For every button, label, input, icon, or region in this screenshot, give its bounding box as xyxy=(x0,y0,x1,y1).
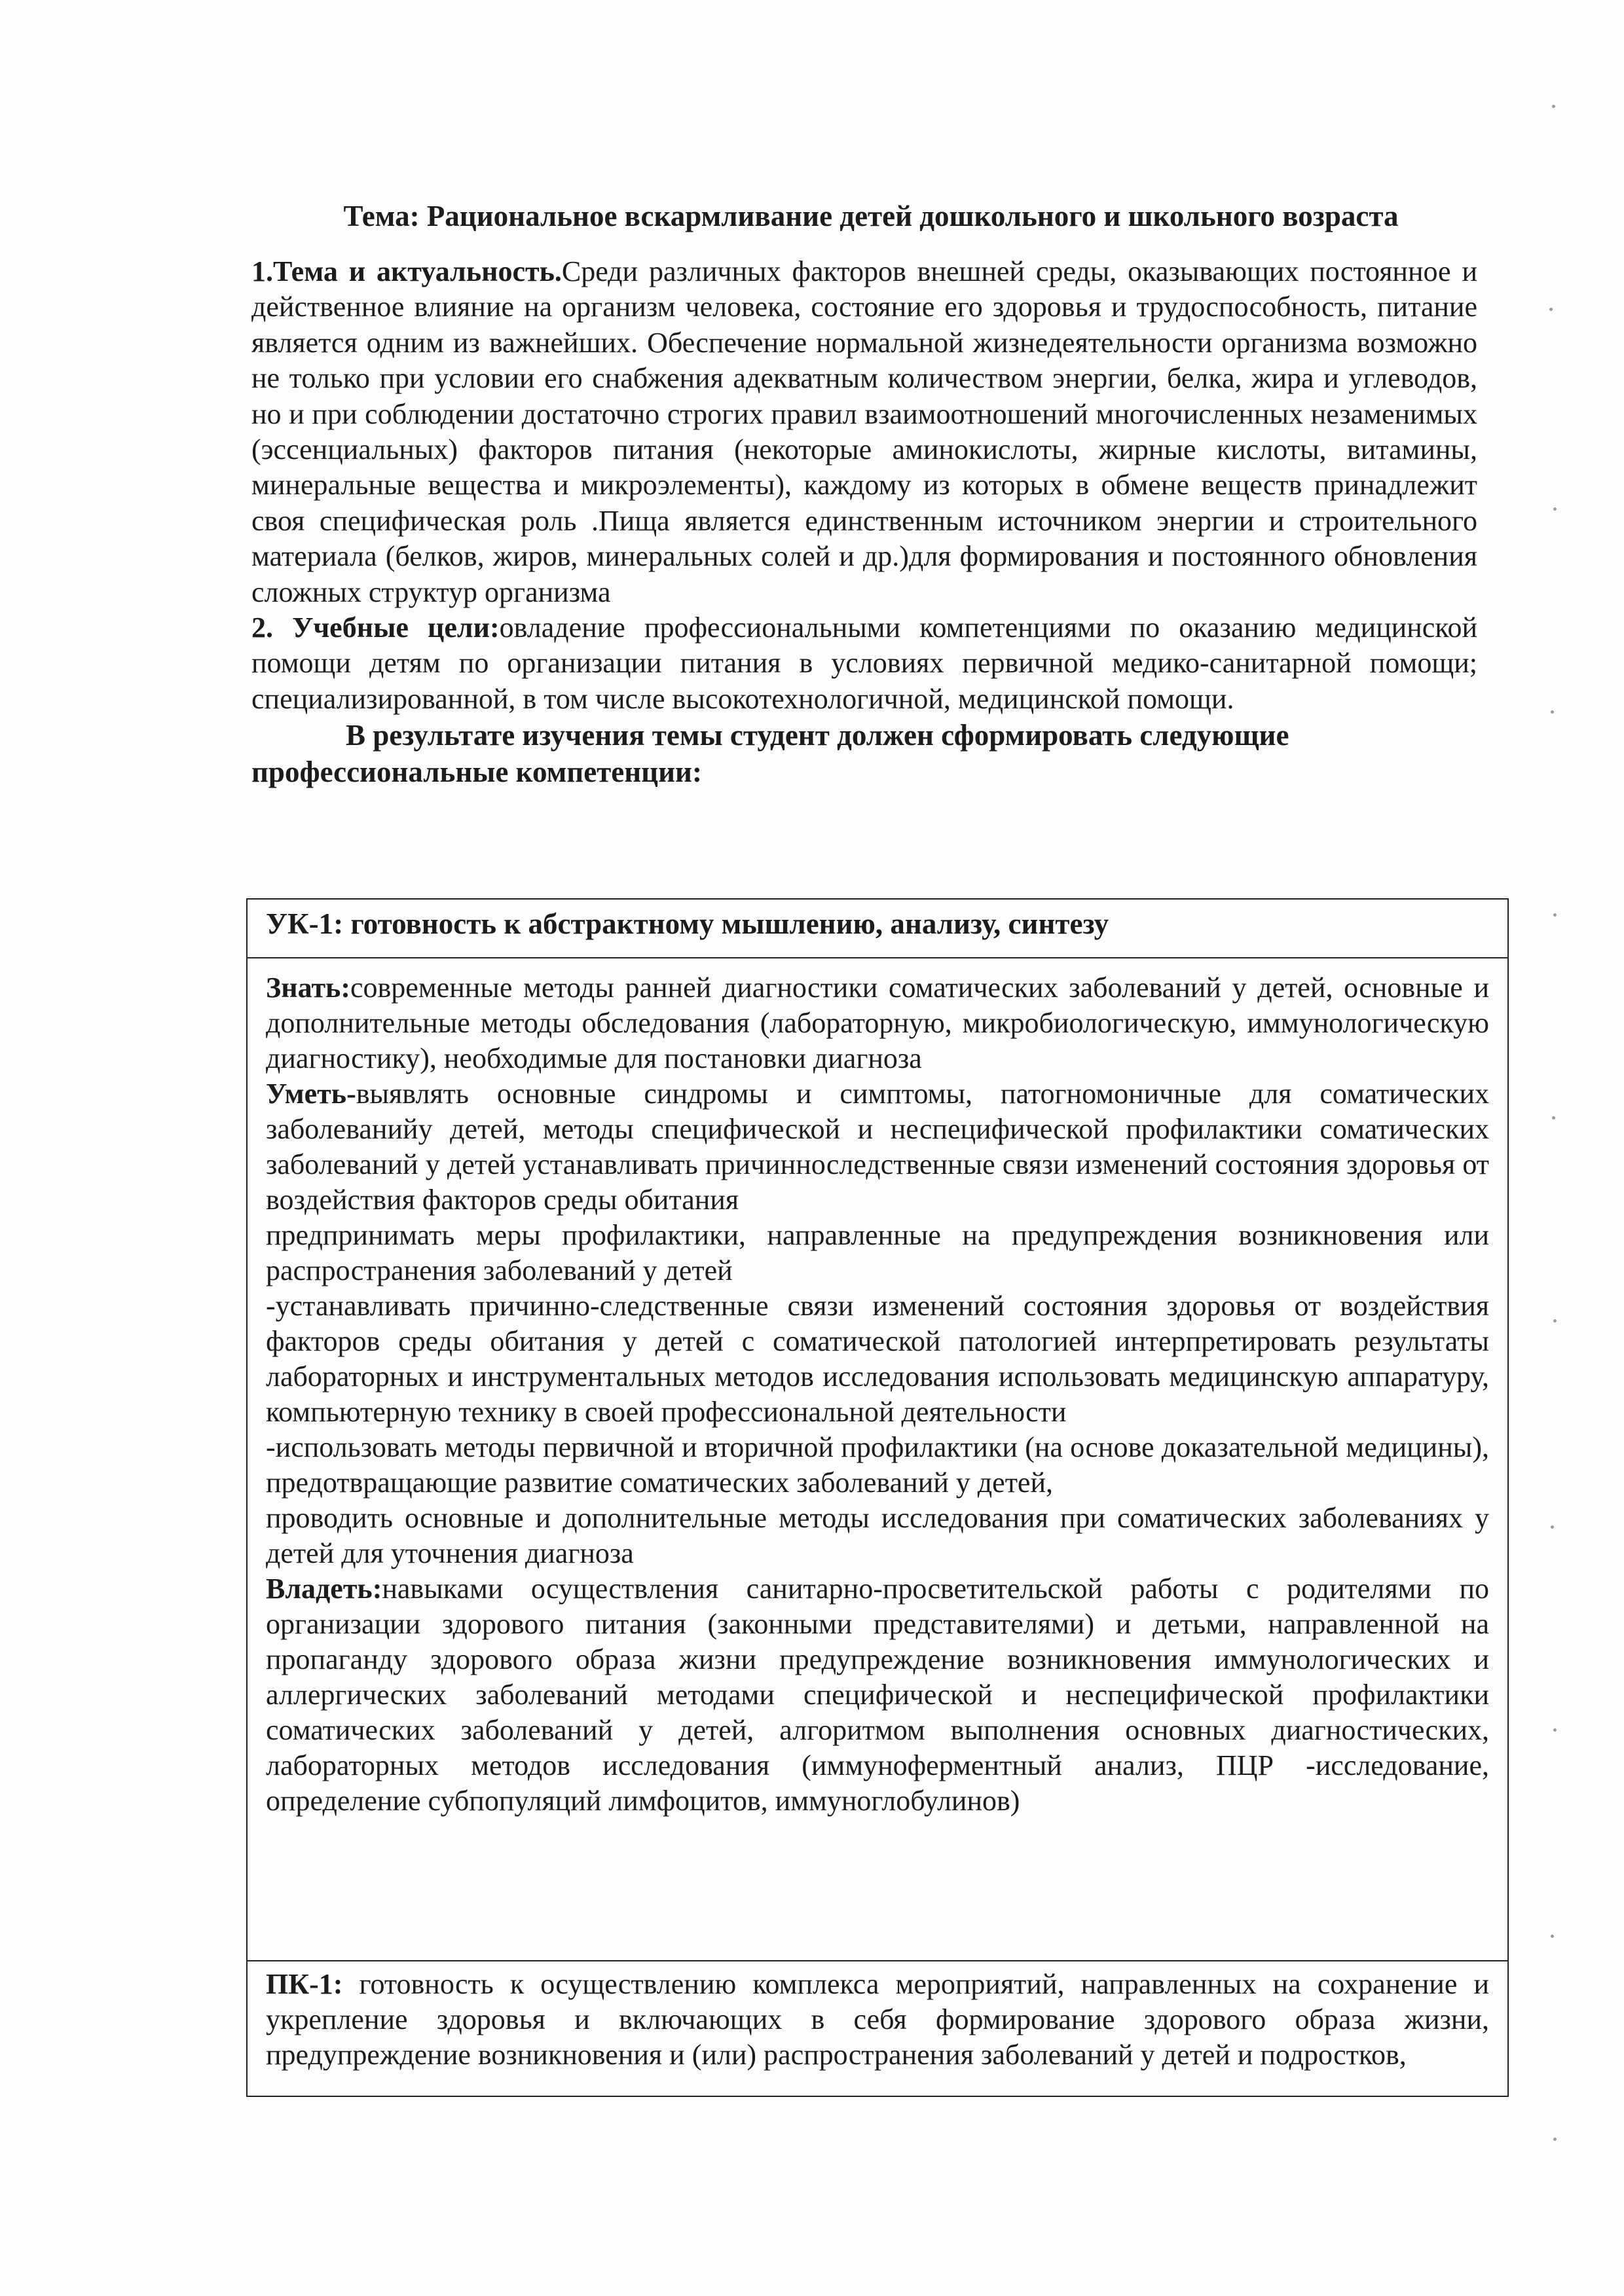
pk1-text: готовность к осуществлению комплекса мероприятий, направленных на сохранение и укрепление здоровья и включающих в себя формирование здорового образа жизни, предупреждение возникновения и (или) распространения заболеваний у детей и подростков, xyxy=(266,1968,1489,2071)
scan-speck xyxy=(1551,1525,1554,1529)
scan-speck xyxy=(1553,2138,1557,2141)
scan-speck xyxy=(1552,1116,1555,1120)
uk1-know-label: Знать: xyxy=(266,972,350,1004)
pk1-label: ПК-1: xyxy=(266,1968,343,2000)
uk1-details xyxy=(248,958,1507,1961)
section-goals xyxy=(251,610,1477,717)
uk1-heading: УК-1: готовность к абстрактному мышлению, анализу, синтезу xyxy=(248,900,1507,958)
uk1-own xyxy=(266,1571,1489,1819)
scan-speck xyxy=(1549,308,1553,311)
scan-speck xyxy=(1553,507,1557,511)
scan-speck xyxy=(1552,105,1555,108)
uk1-can-item: -использовать методы первичной и вторичной профилактики (на основе доказательной медицины), предотвращающие развитие соматических заболеваний у детей, xyxy=(266,1431,1489,1499)
scan-speck xyxy=(1553,913,1557,917)
uk1-can-item: предпринимать меры профилактики, направленные на предупреждения возникновения или распространения заболеваний у детей xyxy=(266,1219,1489,1286)
uk1-know-text: современные методы ранней диагностики соматических заболеваний у детей, основные и дополнительные методы обследования (лабораторную, микробиологическую, иммунологическую диагностику), необходимые для постановки диагноза xyxy=(266,972,1489,1074)
competencies-table xyxy=(246,898,1509,2097)
scan-speck xyxy=(1553,1319,1557,1322)
section-goals-label: 2. Учебные цели: xyxy=(251,611,500,644)
result-heading: В результате изучения темы студент должен сформировать следующие профессиональные компетенции: xyxy=(251,719,1289,789)
section-relevance-label: 1.Тема и актуальность. xyxy=(251,255,562,287)
section-relevance xyxy=(251,254,1477,610)
uk1-own-label: Владеть: xyxy=(266,1573,382,1605)
section-relevance-text: Среди различных факторов внешней среды, оказывающих постоянное и действенное влияние на организм человека, состояние его здоровья и трудоспособность, питание является одним из важнейших. Обеспечение нормальной жизнедеятельности организма возможно не только при условии его снабжения адекватным количеством энергии, белка, жира и углеводов, но и при соблюдении достаточно строгих правил взаимоотношений многочисленных незаменимых (эссенциальных) факторов питания (некоторые аминокислоты, жирные кислоты, витамины, минеральные вещества и микроэлементы), каждому из которых в обмене веществ принадлежит своя специфическая роль .Пища является единственным источником энергии и строительного материала (белков, жиров, минеральных солей и др.)для формирования и постоянного обновления сложных структур организма xyxy=(251,255,1477,608)
pk1-row xyxy=(248,1961,1507,2096)
scan-speck xyxy=(1553,1728,1557,1732)
pk1 xyxy=(266,1967,1489,2073)
uk1-can-item: проводить основные и дополнительные методы исследования при соматических заболеваниях у детей для уточнения диагноза xyxy=(266,1502,1489,1569)
section-goals-text: овладение профессиональными компетенциями по оказанию медицинской помощи детям по организации питания в условиях первичной медико-санитарной помощи; специализированной, в том числе высокотехнологичной, медицинской помощи. xyxy=(251,611,1477,715)
document-body xyxy=(251,254,1477,790)
page-title: Тема: Рациональное вскармливание детей дошкольного и школьного возраста xyxy=(343,200,1399,232)
scan-speck xyxy=(1551,710,1554,714)
uk1-know xyxy=(266,970,1489,1076)
uk1-can xyxy=(266,1076,1489,1218)
uk1-can-text: выявлять основные синдромы и симптомы, патогномоничные для соматических заболеванийу детей, методы специфической и неспецифической профилактики соматических заболеваний у детей устанавливать причинноследственные связи изменений состояния здоровья от воздействия факторов среды обитания xyxy=(266,1078,1489,1216)
uk1-can-label: Уметь- xyxy=(266,1078,356,1110)
uk1-own-text: навыками осуществления санитарно-просветительской работы с родителями по организации здорового питания (законными представителями) и детьми, направленной на пропаганду здорового образа жизни предупреждение возникновения иммунологических и аллергических заболеваний методами специфической и неспецифической профилактики соматических заболеваний у детей, алгоритмом выполнения основных диагностических, лабораторных методов исследования (иммуноферментный анализ, ПЦР -исследование, определение субпопуляций лимфоцитов, иммуноглобулинов) xyxy=(266,1573,1489,1817)
scan-speck xyxy=(1551,1935,1554,1938)
uk1-can-item: -устанавливать причинно-следственные связи изменений состояния здоровья от воздействия факторов среды обитания у детей с соматической патологией интерпретировать результаты лабораторных и инструментальных методов исследования использовать медицинскую аппаратуру, компьютерную технику в своей профессиональной деятельности xyxy=(266,1290,1489,1428)
